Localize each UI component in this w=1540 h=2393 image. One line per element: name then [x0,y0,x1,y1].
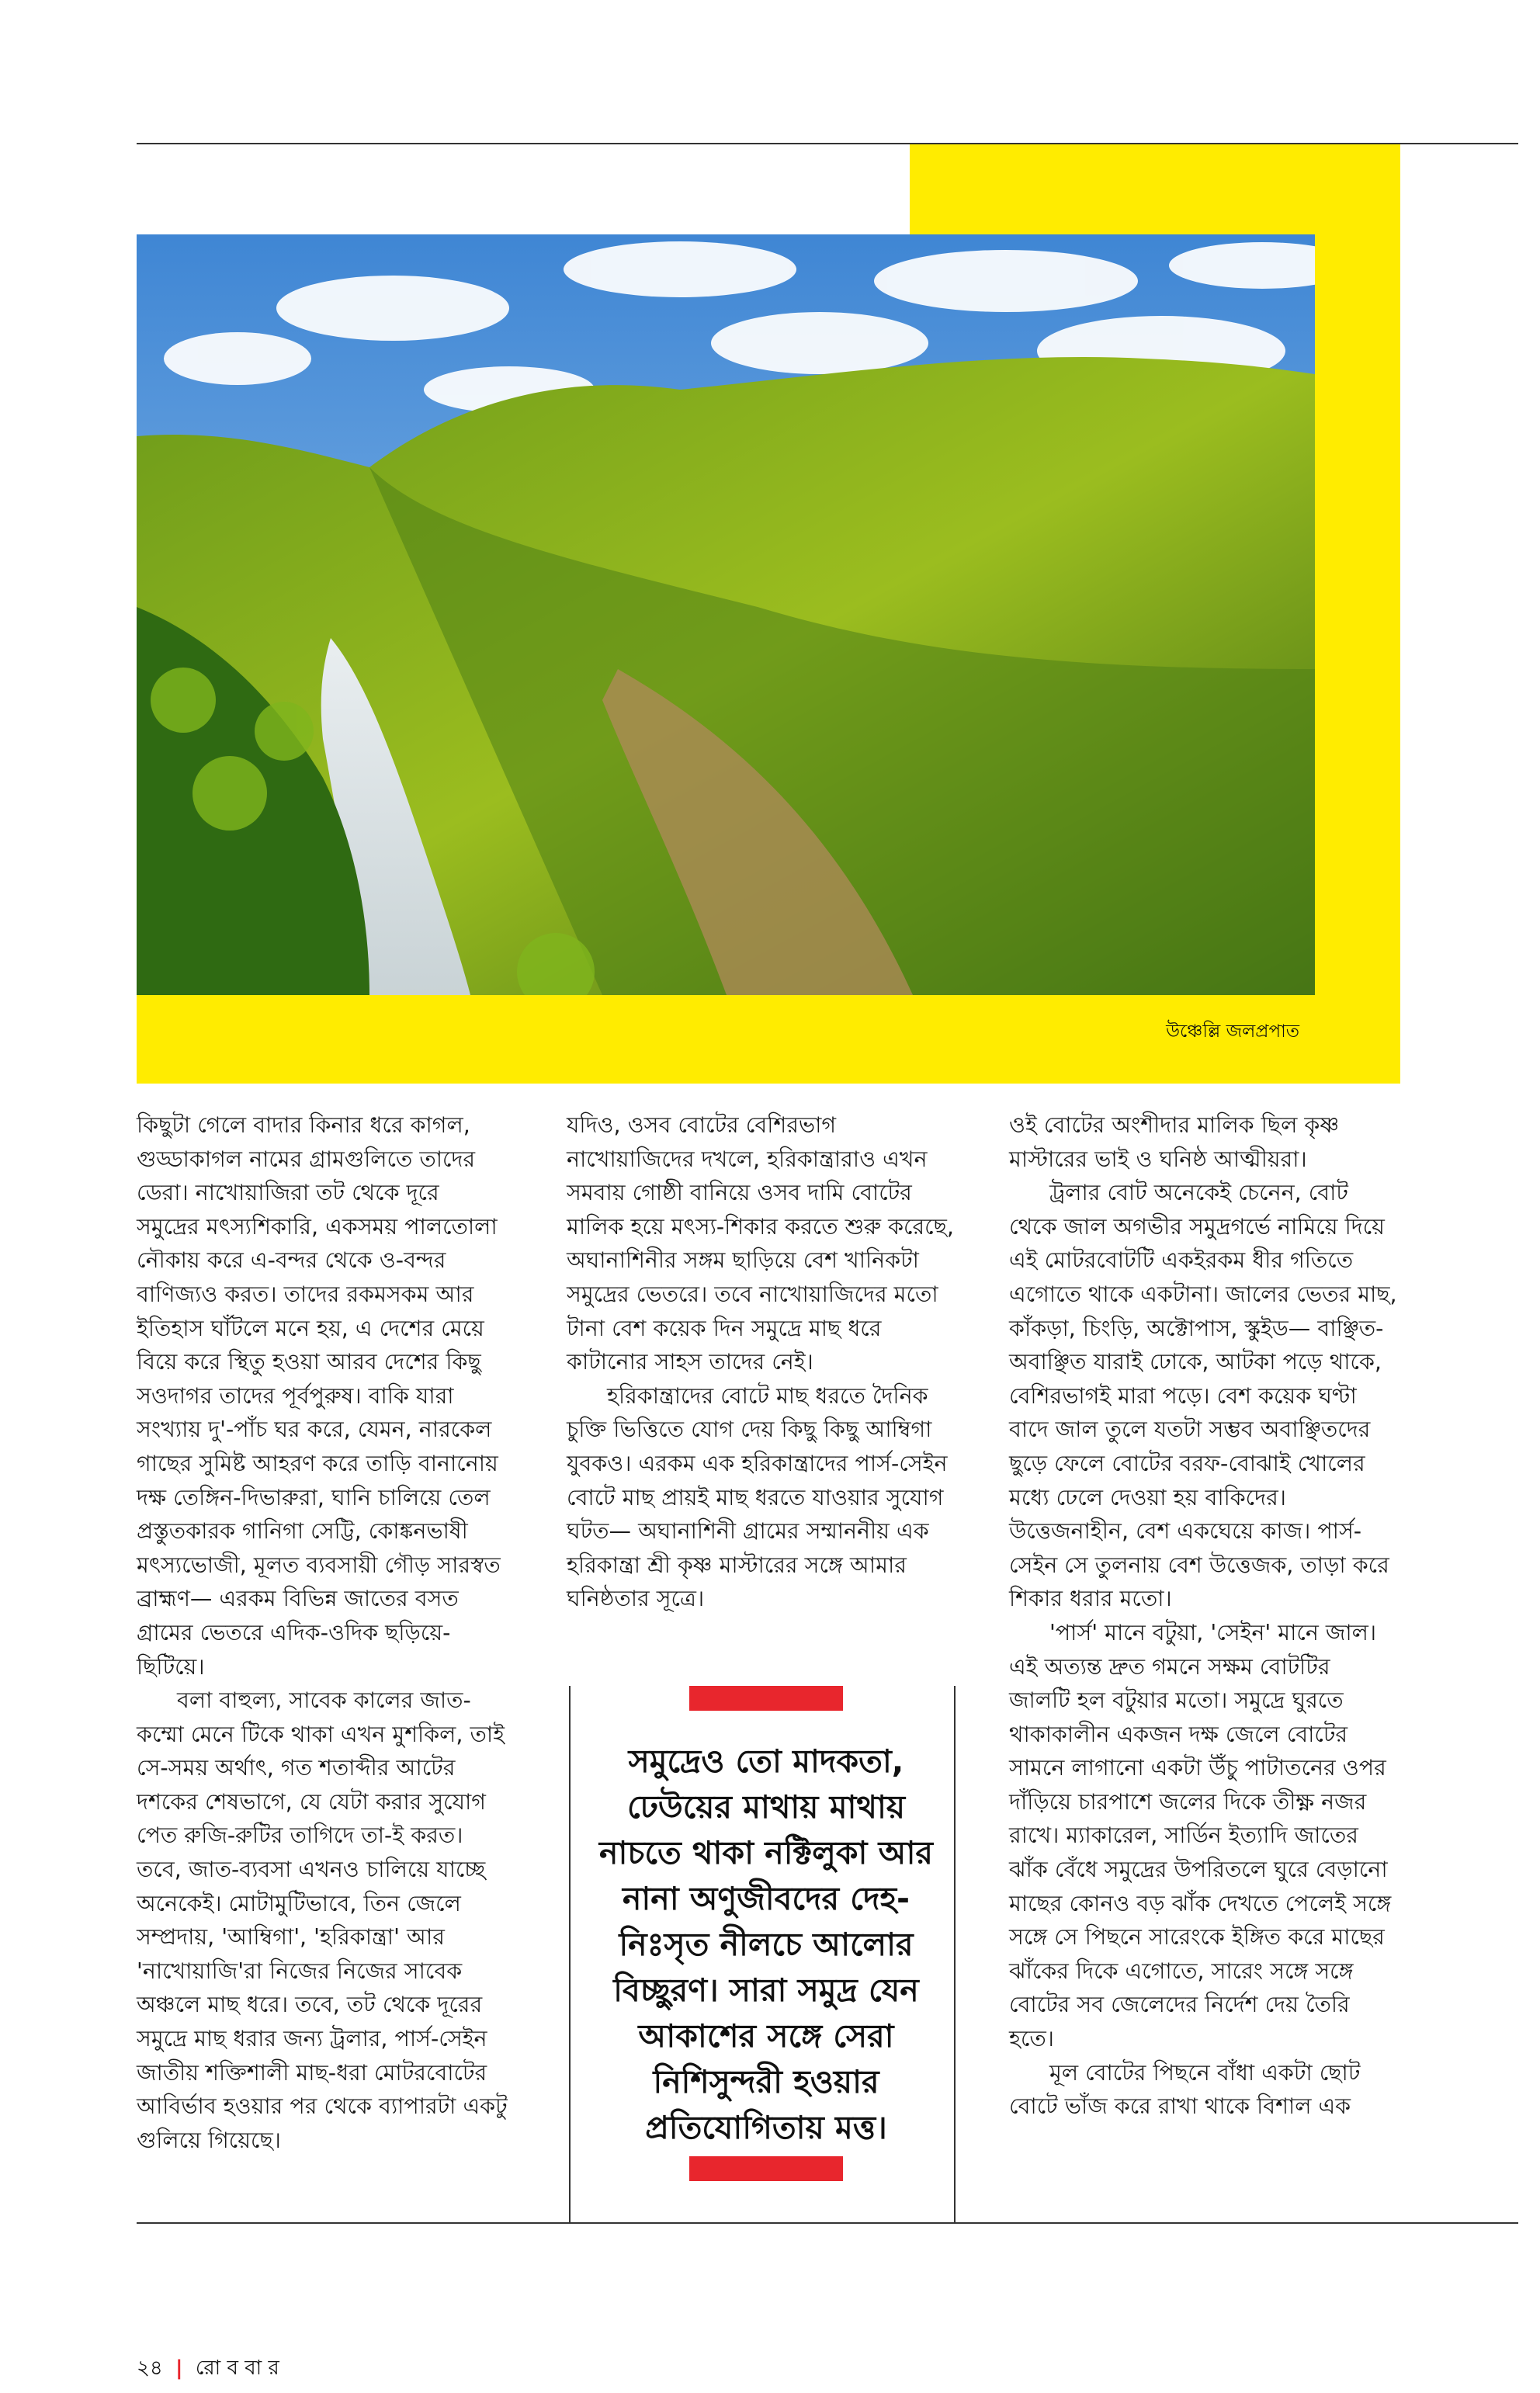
paragraph: 'পার্স' মানে বটুয়া, 'সেইন' মানে জাল। এই অত্যন্ত দ্রুত গমনে সক্ষম বোটটির জালটি হল বটুয়ার মতো। সমুদ্রে ঘুরতে থাকাকালীন একজন দক্ষ জেলে বোটের সামনে লাগানো একটা উঁচু পাটাতনের ওপর দাঁড়িয়ে চারপাশে জলের দিকে তীক্ষ্ণ নজর রাখে। ম্যাকারেল, সার্ডিন ইত্যাদি জাতের ঝাঁক বেঁধে সমুদ্রের উপরিতলে ঘুরে বেড়ানো মাছের কোনও বড় ঝাঁক দেখতে পেলেই সঙ্গে সঙ্গে সে পিছনে সারেংকে ইঙ্গিত করে মাছের ঝাঁকের দিকে এগোতে, সারেং সঙ্গে সঙ্গে বোটের সব জেলেদের নির্দেশ দেয় তৈরি হতে। [1009,1619,1392,2052]
page-number: ২৪ [137,2357,163,2380]
article-column-right [1009,1108,1397,2124]
pull-quote-border-left [569,1686,571,2223]
waterfall-forest-photo [137,234,1315,995]
paragraph: বলা বাহুল্য, সাবেক কালের জাত-কম্মো মেনে টিকে থাকা এখন মুশকিল, তাই সে-সময় অর্থাৎ, গত শতাব্দীর আটের দশকের শেষভাগে, যে যেটা করার সুযোগ পেত রুজি-রুটির তাগিদে তা-ই করত। তবে, জাত-ব্যবসা এখনও চালিয়ে যাচ্ছে অনেকেই। মোটামুটিভাবে, তিন জেলে সম্প্রদায়, 'আম্বিগা', 'হরিকান্ত্রা' আর 'নাখোয়াজি'রা নিজের নিজের সাবেক অঞ্চলে মাছ ধরে। তবে, তট থেকে দূরের সমুদ্রে মাছ ধরার জন্য ট্রলার, পার্স-সেইন জাতীয় শক্তিশালী মাছ-ধরা মোটরবোটের আবির্ভাব হওয়ার পর থেকে ব্যাপারটা একটু গুলিয়ে গিয়েছে। [137,1687,508,2153]
paragraph: হরিকান্ত্রাদের বোটে মাছ ধরতে দৈনিক চুক্তি ভিত্তিতে যোগ দেয় কিছু কিছু আম্বিগা যুবকও। এরকম এক হরিকান্ত্রাদের পার্স-সেইন বোটে মাছ প্রায়ই মাছ ধরতে যাওয়ার সুযোগ ঘটত— অঘানাশিনী গ্রামের সম্মাননীয় এক হরিকান্ত্রা শ্রী কৃষ্ণ মাস্টারের সঙ্গে আমার ঘনিষ্ঠতার সূত্রে। [567,1382,948,1612]
paragraph: যদিও, ওসব বোটের বেশিরভাগ নাখোয়াজিদের দখলে, হরিকান্ত্রারাও এখন সমবায় গোষ্ঠী বানিয়ে ওসব দামি বোটের মালিক হয়ে মৎস্য-শিকার করতে শুরু করেছে, অঘানাশিনীর সঙ্গম ছাড়িয়ে বেশ খানিকটা সমুদ্রের ভেতরে। তবে নাখোয়াজিদের মতো টানা বেশ কয়েক দিন সমুদ্রে মাছ ধরে কাটানোর সাহস তাদের নেই। [567,1112,954,1375]
paragraph: ওই বোটের অংশীদার মালিক ছিল কৃষ্ণ মাস্টারের ভাই ও ঘনিষ্ঠ আত্মীয়রা। [1009,1112,1340,1172]
bottom-rule [137,2222,1518,2224]
photo-caption: উঞ্চেল্লি জলপ্রপাত [1166,1021,1299,1042]
paragraph: কিছুটা গেলে বাদার কিনার ধরে কাগল, গুড্ডাকাগল নামের গ্রামগুলিতে তাদের ডেরা। নাখোয়াজিরা তট থেকে দূরে সমুদ্রের মৎস্যশিকারি, একসময় পালতোলা নৌকায় করে এ-বন্দর থেকে ও-বন্দর বাণিজ্যও করত। তাদের রকমসকম আর ইতিহাস ঘাঁটলে মনে হয়, এ দেশের মেয়ে বিয়ে করে স্থিতু হওয়া আরব দেশের কিছু সওদাগর তাদের পূর্বপুরুষ। বাকি যারা সংখ্যায় দু'-পাঁচ ঘর করে, যেমন, নারকেল গাছের সুমিষ্ট আহরণ করে তাড়ি বানানোয় দক্ষ তেঙ্গিন-দিভারুরা, ঘানি চালিয়ে তেল প্রস্তুতকারক গানিগা সেট্টি, কোঙ্কনভাষী মৎস্যভোজী, মূলত ব্যবসায়ী গৌড় সারস্বত ব্রাহ্মণ— এরকম বিভিন্ন জাতের বসত গ্রামের ভেতরে এদিক-ওদিক ছড়িয়ে-ছিটিয়ে। [137,1112,501,1680]
yellow-frame-right [1315,144,1400,1084]
paragraph: মূল বোটের পিছনে বাঁধা একটা ছোট বোটে ভাঁজ করে রাখা থাকে বিশাল এক [1009,2059,1361,2120]
magazine-name: রো ব বা র [195,2357,279,2380]
pull-quote-top-bar [689,1686,843,1711]
footer-separator: | [175,2357,183,2380]
article-column-left [137,1108,508,2157]
page-footer [137,2352,279,2386]
article-column-middle [567,1108,955,1616]
paragraph: ট্রলার বোট অনেকেই চেনেন, বোট থেকে জাল অগভীর সমুদ্রগর্ভে নামিয়ে দিয়ে এই মোটরবোটটি একইরকম ধীর গতিতে এগোতে থাকে একটানা। জালের ভেতর মাছ, কাঁকড়া, চিংড়ি, অক্টোপাস, স্কুইড— বাঞ্ছিত-অবাঞ্ছিত যারাই ঢোকে, আটকা পড়ে থাকে, বেশিরভাগই মারা পড়ে। বেশ কয়েক ঘণ্টা বাদে জাল তুলে যতটা সম্ভব অবাঞ্ছিতদের ছুড়ে ফেলে বোটের বরফ-বোঝাই খোলের মধ্যে ঢেলে দেওয়া হয় বাকিদের। উত্তেজনাহীন, বেশ একঘেয়ে কাজ। পার্স-সেইন সে তুলনায় বেশ উত্তেজক, তাড়া করে শিকার ধরার মতো। [1009,1180,1397,1612]
pull-quote: সমুদ্রেও তো মাদকতা, ঢেউয়ের মাথায় মাথায় নাচতে থাকা নক্টিলুকা আর নানা অণুজীবদের দেহ-নিঃসৃত নীলচে আলোর বিচ্ছুরণ। সারা সমুদ্র যেন আকাশের সঙ্গে সেরা নিশিসুন্দরী হওয়ার প্রতিযোগিতায় মত্ত। [598,1743,933,2146]
pull-quote-border-right [954,1686,956,2223]
pull-quote-bottom-bar [689,2156,843,2181]
